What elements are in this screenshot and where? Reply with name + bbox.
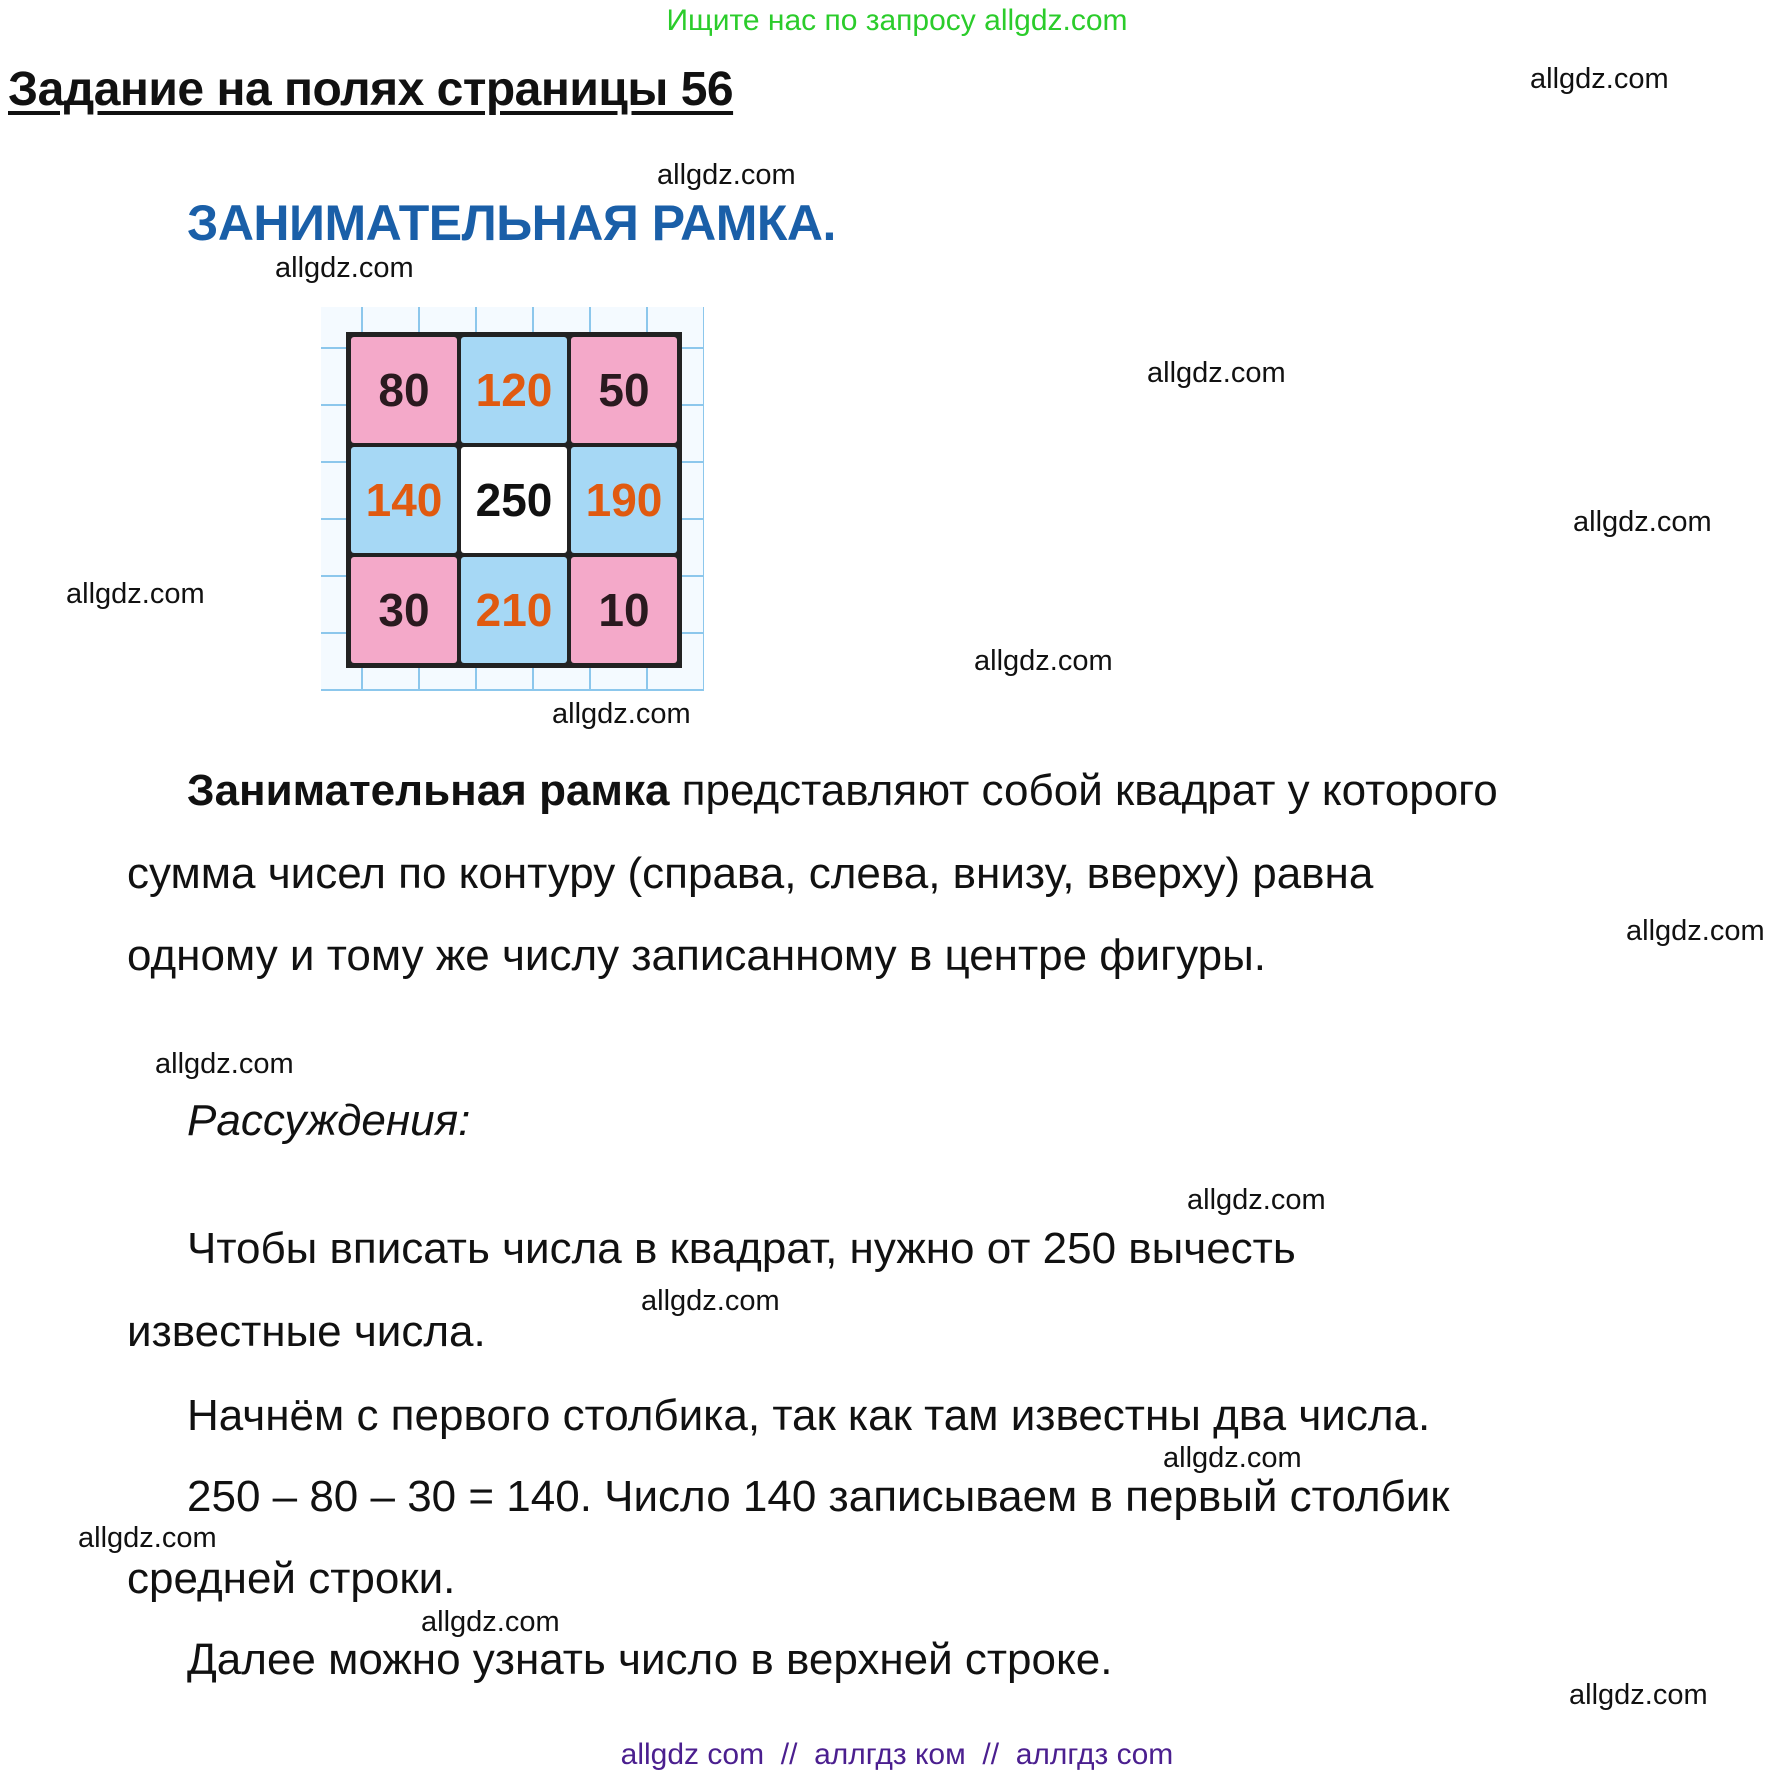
frame-grid: [346, 332, 682, 668]
cell: 120: [461, 337, 567, 443]
watermark: allgdz.com: [421, 1606, 560, 1638]
page-title: Задание на полях страницы 56: [8, 63, 734, 116]
watermark: allgdz.com: [657, 159, 796, 191]
cell: 190: [571, 447, 677, 553]
cell: 140: [351, 447, 457, 553]
watermark: allgdz.com: [974, 645, 1113, 677]
cell-center: 250: [461, 447, 567, 553]
reasoning-line: средней строки.: [127, 1554, 456, 1603]
section-heading: ЗАНИМАТЕЛЬНАЯ РАМКА.: [187, 195, 836, 251]
definition-term: Занимательная рамка: [187, 766, 670, 815]
watermark: allgdz.com: [78, 1522, 217, 1554]
definition-line: сумма чисел по контуру (справа, слева, внизу, вверху) равна: [127, 849, 1374, 898]
reasoning-line: Чтобы вписать числа в квадрат, нужно от 250 вычесть: [187, 1224, 1296, 1273]
watermark: allgdz.com: [66, 578, 205, 610]
watermark: allgdz.com: [1573, 506, 1712, 538]
cell: 80: [351, 337, 457, 443]
cell: 10: [571, 557, 677, 663]
reasoning-line: 250 – 80 – 30 = 140. Число 140 записываем в первый столбик: [187, 1472, 1450, 1521]
reasoning-line: Начнём с первого столбика, так как там известны два числа.: [187, 1391, 1431, 1440]
reasoning-line: известные числа.: [127, 1307, 486, 1356]
watermark: allgdz.com: [275, 252, 414, 284]
cell: 50: [571, 337, 677, 443]
watermark: allgdz.com: [1163, 1442, 1302, 1474]
watermark: allgdz.com: [1187, 1184, 1326, 1216]
watermark: allgdz.com: [641, 1285, 780, 1317]
top-banner: Ищите нас по запросу allgdz.com: [666, 4, 1128, 37]
watermark: allgdz.com: [155, 1048, 294, 1080]
frame-puzzle-image: [321, 307, 704, 691]
watermark: allgdz.com: [552, 698, 691, 730]
definition-line: одному и тому же числу записанному в центре фигуры.: [127, 931, 1266, 980]
definition-line: [187, 766, 1498, 816]
watermark: allgdz.com: [1569, 1679, 1708, 1711]
cell: 30: [351, 557, 457, 663]
watermark: allgdz.com: [1530, 63, 1669, 95]
reasoning-label: Рассуждения:: [187, 1096, 471, 1145]
watermark: allgdz.com: [1626, 915, 1765, 947]
footer-links: allgdz com // аллгдз ком // аллгдз com: [620, 1738, 1174, 1771]
reasoning-line: Далее можно узнать число в верхней строке.: [187, 1635, 1113, 1684]
definition-text: представляют собой квадрат у которого: [669, 766, 1498, 815]
cell: 210: [461, 557, 567, 663]
watermark: allgdz.com: [1147, 357, 1286, 389]
